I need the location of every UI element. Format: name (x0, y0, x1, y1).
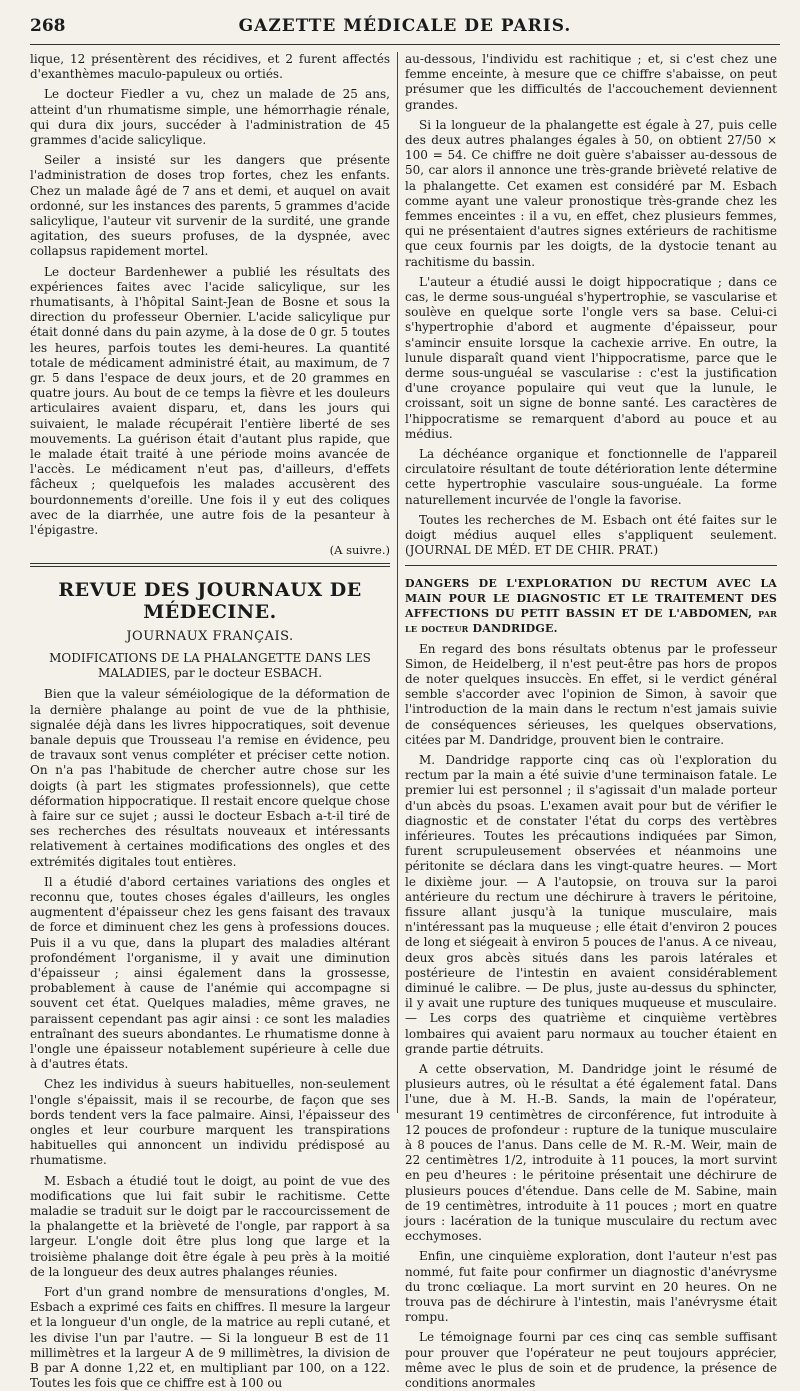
paragraph: lique, 12 présentèrent des récidives, et 2 furent affectés d'exanthèmes maculo-papuleux ou ortiés. (30, 52, 390, 82)
right-column (405, 52, 777, 1391)
column-divider (397, 52, 398, 1113)
journal-title: GAZETTE MÉDICALE DE PARIS. (238, 16, 572, 36)
paragraph: M. Esbach a étudié tout le doigt, au point de vue des modifications que lui fait subir le rachitisme. Cette maladie se traduit sur le doigt par le raccourcissement de la phalangette et la brièveté de l'ongle, par rapport à sa largeur. L'ongle doit être plus long que large et la troisième phalange doit être égale à peu près à la moitié de la longueur des deux autres phalanges réunies. (30, 1173, 390, 1279)
article-title: DANGERS DE L'EXPLORATION DU RECTUM AVEC LA MAIN POUR LE DIAGNOSTIC ET LE TRAITEMENT DES AFFECTIONS DU PETIT BASSIN ET DE L'ABDOMEN, par le docteur DANDRIDGE. (405, 576, 777, 635)
paragraph: L'auteur a étudié aussi le doigt hippocratique ; dans ce cas, le derme sous-unguéal s'hypertrophie, se vascularise et soulève en quelque sorte l'ongle vers sa base. Celui-ci s'hypertrophie d'abord et augmente d'épaisseur, pour s'amincir ensuite lorsque la cachexie arrive. En outre, la lunule disparaît quand vient l'hippocratisme, parce que le derme sous-unguéal se vascularise : c'est la justification d'une croyance populaire qui veut que la lunule, le croissant, soit un signe de bonne santé. Les caractères de l'hippocratisme se remarquent d'abord au pouce et au médius. (405, 274, 777, 441)
article-divider (405, 565, 777, 566)
to-be-continued: (A suivre.) (329, 543, 390, 558)
paragraph: Seiler a insisté sur les dangers que présente l'administration de doses trop fortes, chez les enfants. Chez un malade âgé de 7 ans et demi, et auquel on avait ordonné, sur les instances des parents, 5 grammes d'acide salicylique, l'auteur vit survenir de la surdité, une grande agitation, des sueurs profuses, de la dyspnée, avec collapsus rapidement mortel. (30, 153, 390, 259)
paragraph: En regard des bons résultats obtenus par le professeur Simon, de Heidelberg, il n'est peut-être pas hors de propos de noter quelques insuccès. En effet, si le verdict général semble s'accorder avec l'opinion de Simon, à savoir que l'introduction de la main dans le rectum n'est jamais suivie de conséquences sérieuses, les quelques observations, citées par M. Dandridge, prouvent bien le contraire. (405, 641, 777, 747)
paragraph: La déchéance organique et fonctionnelle de l'appareil circulatoire résultant de toute détérioration lente détermine cette hypertrophie vasculaire sous-unguéale. La forme naturellement incurvée de l'ongle la favorise. (405, 447, 777, 507)
section-title: REVUE DES JOURNAUX DE MÉDECINE. (58, 579, 362, 624)
paragraph: Chez les individus à sueurs habituelles, non-seulement l'ongle s'épaissit, mais il se recourbe, de façon que ses bords tendent vers la face palmaire. Ainsi, l'épaisseur des ongles et leur courbure marquent les transpirations habituelles qui annoncent un individu prédisposé au rhumatisme. (30, 1077, 390, 1168)
paragraph: Le docteur Fiedler a vu, chez un malade de 25 ans, atteint d'un rhumatisme simple, une hémorrhagie rénale, qui dura dix jours, succéder à l'administration de 45 grammes d'acide salicylique. (30, 87, 390, 148)
paragraph: Le témoignage fourni par ces cinq cas semble suffisant pour prouver que l'opérateur ne peut toujours apprécier, même avec le plus de soin et de prudence, la présence de conditions anormales (405, 1330, 777, 1391)
left-column (30, 52, 390, 1391)
paragraph: A cette observation, M. Dandridge joint le résumé de plusieurs autres, où le résultat a été également fatal. Dans l'une, due à M. H.-B. Sands, la main de l'opérateur, mesurant 19 centimètres de circonférence, fut introduite à 12 pouces de profondeur : rupture de la tunique musculaire à 8 pouces de l'anus. Dans celle de M. R.-M. Weir, main de 22 centimètres 1/2, introduite à 11 pouces, la mort survint en peu d'heures : le péritoine présentait une déchirure de plusieurs pouces d'étendue. Dans celle de M. Sabine, main de 19 centimètres, introduite à 11 pouces ; mort en quatre jours : lacération de la tunique musculaire du rectum avec ecchymoses. (405, 1061, 777, 1244)
paragraph: Si la longueur de la phalangette est égale à 27, puis celle des deux autres phalanges égales à 50, on obtient 27/50 × 100 = 54. Ce chiffre ne doit guère s'abaisser au-dessous de 50, car alors il annonce une très-grande brièveté relative de la phalangette. Cet examen est considéré par M. Esbach comme ayant une valeur pronostique très-grande chez les femmes enceintes : il a vu, en effet, chez plusieurs femmes, qui ne présentaient d'autres signes extérieurs de rachitisme que ceux fournis par les doigts, de la dystocie tenant au rachitisme du bassin. (405, 117, 777, 269)
page-number: 268 (30, 16, 66, 36)
paragraph: Le docteur Bardenhewer a publié les résultats des expériences faites avec l'acide salicylique, sur les rhumatisants, à l'hôpital Saint-Jean de Bosne et sous la direction du professeur Obernier. L'acide salicylique pur était donné dans du pain azyme, à la dose de 0 gr. 5 toutes les heures, parfois toutes les demi-heures. La quantité totale de médicament administré était, au maximum, de 7 gr. 5 dans l'espace de deux jours, et de 20 grammes en quatre jours. Au bout de ce temps la fièvre et les douleurs articulaires avaient disparu, et, dans les jours qui suivaient, le malade récupérait l'entière liberté de ses mouvements. La guérison était d'autant plus rapide, que le malade était traité à une période moins avancée de l'accès. Le médicament n'eut pas, d'ailleurs, d'effets fâcheux ; quelquefois les malades accusèrent des bourdonnements d'oreille. Une fois il y eut des coliques avec de la diarrhée, une autre fois de la pesanteur à l'épigastre. (30, 264, 390, 538)
paragraph: Bien que la valeur séméiologique de la déformation de la dernière phalange au point de vue de la phthisie, signalée déjà dans les livres hippocratiques, soit devenue banale depuis que Trousseau l'a remise en évidence, peu de travaux sont venus compléter et préciser cette notion. On n'a pas l'habitude de chercher autre chose sur les doigts (à part les stigmates professionnels), que cette déformation hippocratique. Il restait encore quelque chose à faire sur ce sujet ; aussi le docteur Esbach a-t-il tiré de ses recherches des résultats nouveaux et intéressants relativement à certaines modifications des ongles et des extrémités digitales tout entières. (30, 687, 390, 869)
paragraph: Toutes les recherches de M. Esbach ont été faites sur le doigt médius auquel elles s'appliquent seulement. (JOURNAL DE MÉD. ET DE CHIR. PRAT.) (405, 512, 777, 558)
paragraph: Fort d'un grand nombre de mensurations d'ongles, M. Esbach a exprimé ces faits en chiffres. Il mesure la largeur et la longueur d'un ongle, de la matrice au repli cutané, et les divise l'un par l'autre. — Si la longueur B est de 11 millimètres et la largeur A de 9 millimètres, la division de B par A donne 1,22 et, en multipliant par 100, on a 122. Toutes les fois que ce chiffre est à 100 ou (30, 1285, 390, 1391)
page-header (30, 10, 780, 45)
paragraph: Il a étudié d'abord certaines variations des ongles et reconnu que, toutes choses égales d'ailleurs, les ongles augmentent d'épaisseur chez les gens faisant des travaux de force et diminuent chez les gens à professions douces. Puis il a vu que, dans la plupart des maladies altérant profondément l'organisme, il y avait une diminution d'épaisseur ; ainsi également dans la grossesse, probablement à cause de l'anémie qui accompagne si souvent cet état. Quelques maladies, même graves, ne paraissent cependant pas agir ainsi : ce sont les maladies entraînant des sueurs abondantes. Le rhumatisme donne à l'ongle une épaisseur notablement supérieure à celle due à d'autres états. (30, 874, 390, 1072)
section-divider (30, 563, 390, 567)
paragraph: au-dessous, l'individu est rachitique ; et, si c'est chez une femme enceinte, à mesure que ce chiffre s'abaisse, on peut présumer que les difficultés de l'accouchement deviennent grandes. (405, 52, 777, 112)
paragraph: M. Dandridge rapporte cinq cas où l'exploration du rectum par la main a été suivie d'une terminaison fatale. Le premier lui est personnel ; il s'agissait d'un malade porteur d'un abcès du psoas. L'examen avait pour but de vérifier le diagnostic et de constater l'état du corps des vertèbres inférieures. Toutes les précautions indiquées par Simon, furent scrupuleusement observées et néanmoins une péritonite se déclara dans les vingt-quatre heures. — Mort le dixième jour. — A l'autopsie, on trouva sur la paroi antérieure du rectum une déchirure à travers le péritoine, fissure allant jusqu'à la tunique musculaire, mais n'intéressant pas la muqueuse ; elle était d'environ 2 pouces de long et siégeait à environ 5 pouces de l'anus. A ce niveau, deux gros abcès situés dans les parois latérales et postérieure de l'intestin en avaient considérablement diminué le calibre. — De plus, juste au-dessus du sphincter, il y avait une rupture des tuniques muqueuse et musculaire. — Les corps des quatrième et cinquième vertèbres lombaires qui avaient paru normaux au toucher étaient en grande partie détruits. (405, 752, 777, 1056)
subsection-title: JOURNAUX FRANÇAIS. (126, 629, 294, 645)
article-title: MODIFICATIONS DE LA PHALANGETTE DANS LES MALADIES, par le docteur ESBACH. (49, 651, 371, 681)
paragraph: Enfin, une cinquième exploration, dont l'auteur n'est pas nommé, fut faite pour confirmer un diagnostic d'anévrysme du tronc cœliaque. La mort survint en 20 heures. On ne trouva pas de déchirure à l'intestin, mais l'anévrysme était rompu. (405, 1249, 777, 1325)
